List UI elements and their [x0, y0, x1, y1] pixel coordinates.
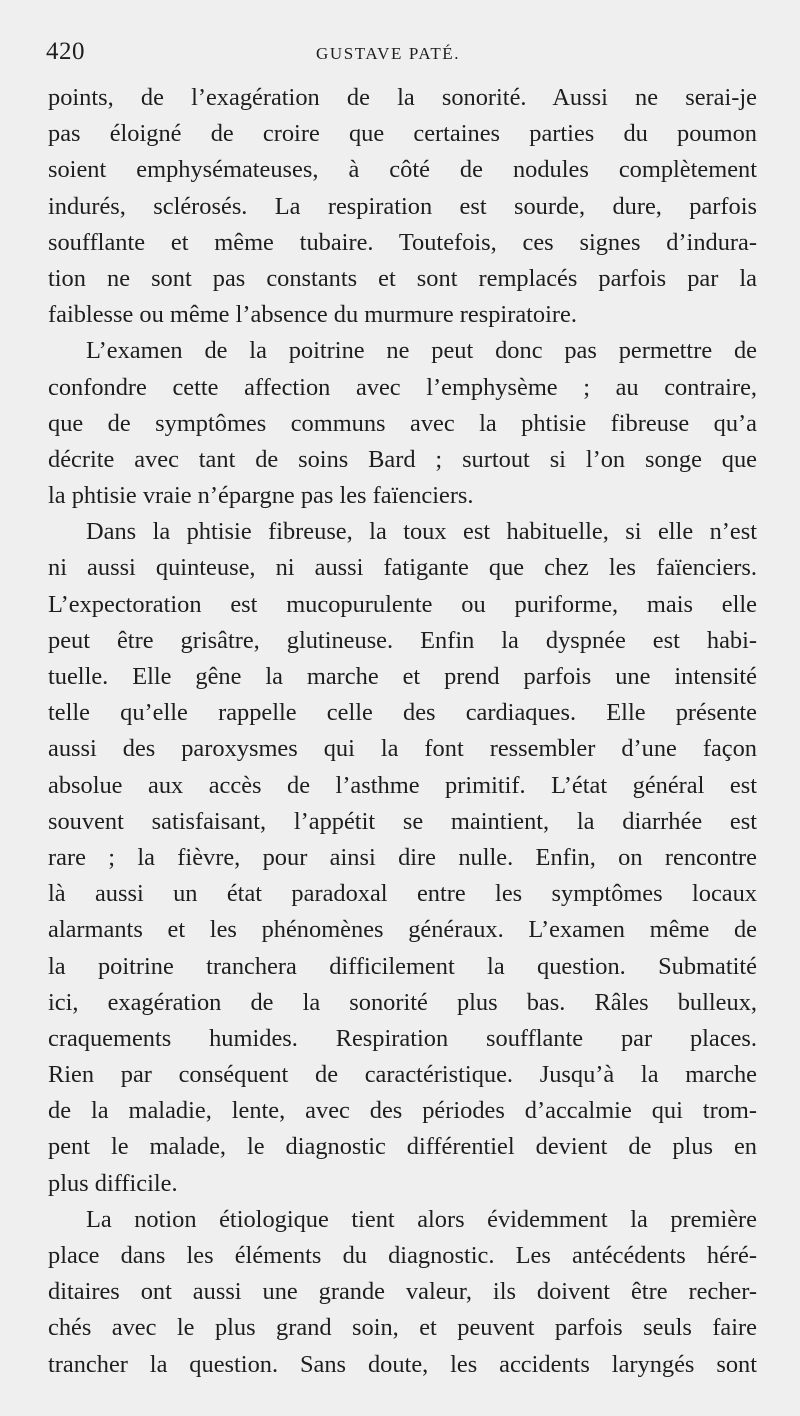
text-line: pas éloigné de croire que certaines parties du poumon	[48, 120, 757, 148]
text-line: craquements humides. Respiration soufflante par places.	[48, 1024, 757, 1052]
text-line: soient emphysémateuses, à côté de nodules complètement	[48, 156, 757, 184]
text-line: souvent satisfaisant, l’appétit se maintient, la diarrhée est	[48, 807, 757, 835]
text-line: la phtisie vraie n’épargne pas les faïenciers.	[48, 482, 474, 510]
text-line: décrite avec tant de soins Bard ; surtout si l’on songe que	[48, 445, 757, 473]
running-head: GUSTAVE PATÉ.	[316, 44, 461, 63]
text-line: ni aussi quinteuse, ni aussi fatigante que chez les faïenciers.	[48, 554, 757, 582]
text-line: soufflante et même tubaire. Toutefois, ces signes d’indura-	[48, 228, 757, 256]
text-line: rare ; la fièvre, pour ainsi dire nulle. Enfin, on rencontre	[48, 843, 757, 871]
text-line: de la maladie, lente, avec des périodes d’accalmie qui trom-	[48, 1097, 757, 1125]
text-line: ici, exagération de la sonorité plus bas. Râles bulleux,	[48, 988, 757, 1016]
text-line: L’examen de la poitrine ne peut donc pas permettre de	[86, 337, 757, 365]
paragraph	[48, 514, 757, 1202]
paragraph	[48, 80, 757, 333]
text-line: La notion étiologique tient alors évidemment la première	[86, 1205, 757, 1233]
text-line: indurés, sclérosés. La respiration est sourde, dure, parfois	[48, 192, 757, 220]
text-line: tuelle. Elle gêne la marche et prend parfois une intensité	[48, 663, 757, 690]
text-line: place dans les éléments du diagnostic. Les antécédents héré-	[48, 1242, 757, 1269]
text-line: alarmants et les phénomènes généraux. L’examen même de	[48, 916, 757, 944]
text-line: L’expectoration est mucopurulente ou puriforme, mais elle	[48, 590, 757, 618]
paragraph	[48, 1202, 757, 1383]
text-line: trancher la question. Sans doute, les accidents laryngés sont	[48, 1350, 757, 1378]
text-line: là aussi un état paradoxal entre les symptômes locaux	[48, 880, 757, 908]
page-number: 420	[46, 38, 85, 65]
text-line: plus difficile.	[48, 1169, 178, 1197]
text-line: absolue aux accès de l’asthme primitif. L’état général est	[48, 771, 757, 799]
text-line: points, de l’exagération de la sonorité. Aussi ne serai-je	[48, 84, 757, 111]
text-line: pent le malade, le diagnostic différentiel devient de plus en	[48, 1133, 757, 1161]
text-line: tion ne sont pas constants et sont remplacés parfois par la	[48, 264, 757, 292]
text-line: chés avec le plus grand soin, et peuvent parfois seuls faire	[48, 1314, 757, 1342]
text-line: aussi des paroxysmes qui la font ressembler d’une façon	[48, 735, 757, 763]
text-line: peut être grisâtre, glutineuse. Enfin la dyspnée est habi-	[48, 626, 757, 654]
text-line: ditaires ont aussi une grande valeur, ils doivent être recher-	[48, 1278, 757, 1306]
text-line: telle qu’elle rappelle celle des cardiaques. Elle présente	[48, 699, 757, 727]
paragraph	[48, 333, 757, 514]
text-line: que de symptômes communs avec la phtisie fibreuse qu’a	[48, 409, 757, 437]
page-header	[46, 38, 756, 74]
text-line: Dans la phtisie fibreuse, la toux est habituelle, si elle n’est	[86, 518, 757, 546]
text-line: faiblesse ou même l’absence du murmure respiratoire.	[48, 301, 577, 329]
text-line: la poitrine tranchera difficilement la question. Submatité	[48, 952, 757, 980]
body-text	[48, 80, 757, 1383]
text-line: confondre cette affection avec l’emphysème ; au contraire,	[48, 373, 757, 401]
text-line: Rien par conséquent de caractéristique. Jusqu’à la marche	[48, 1061, 757, 1089]
